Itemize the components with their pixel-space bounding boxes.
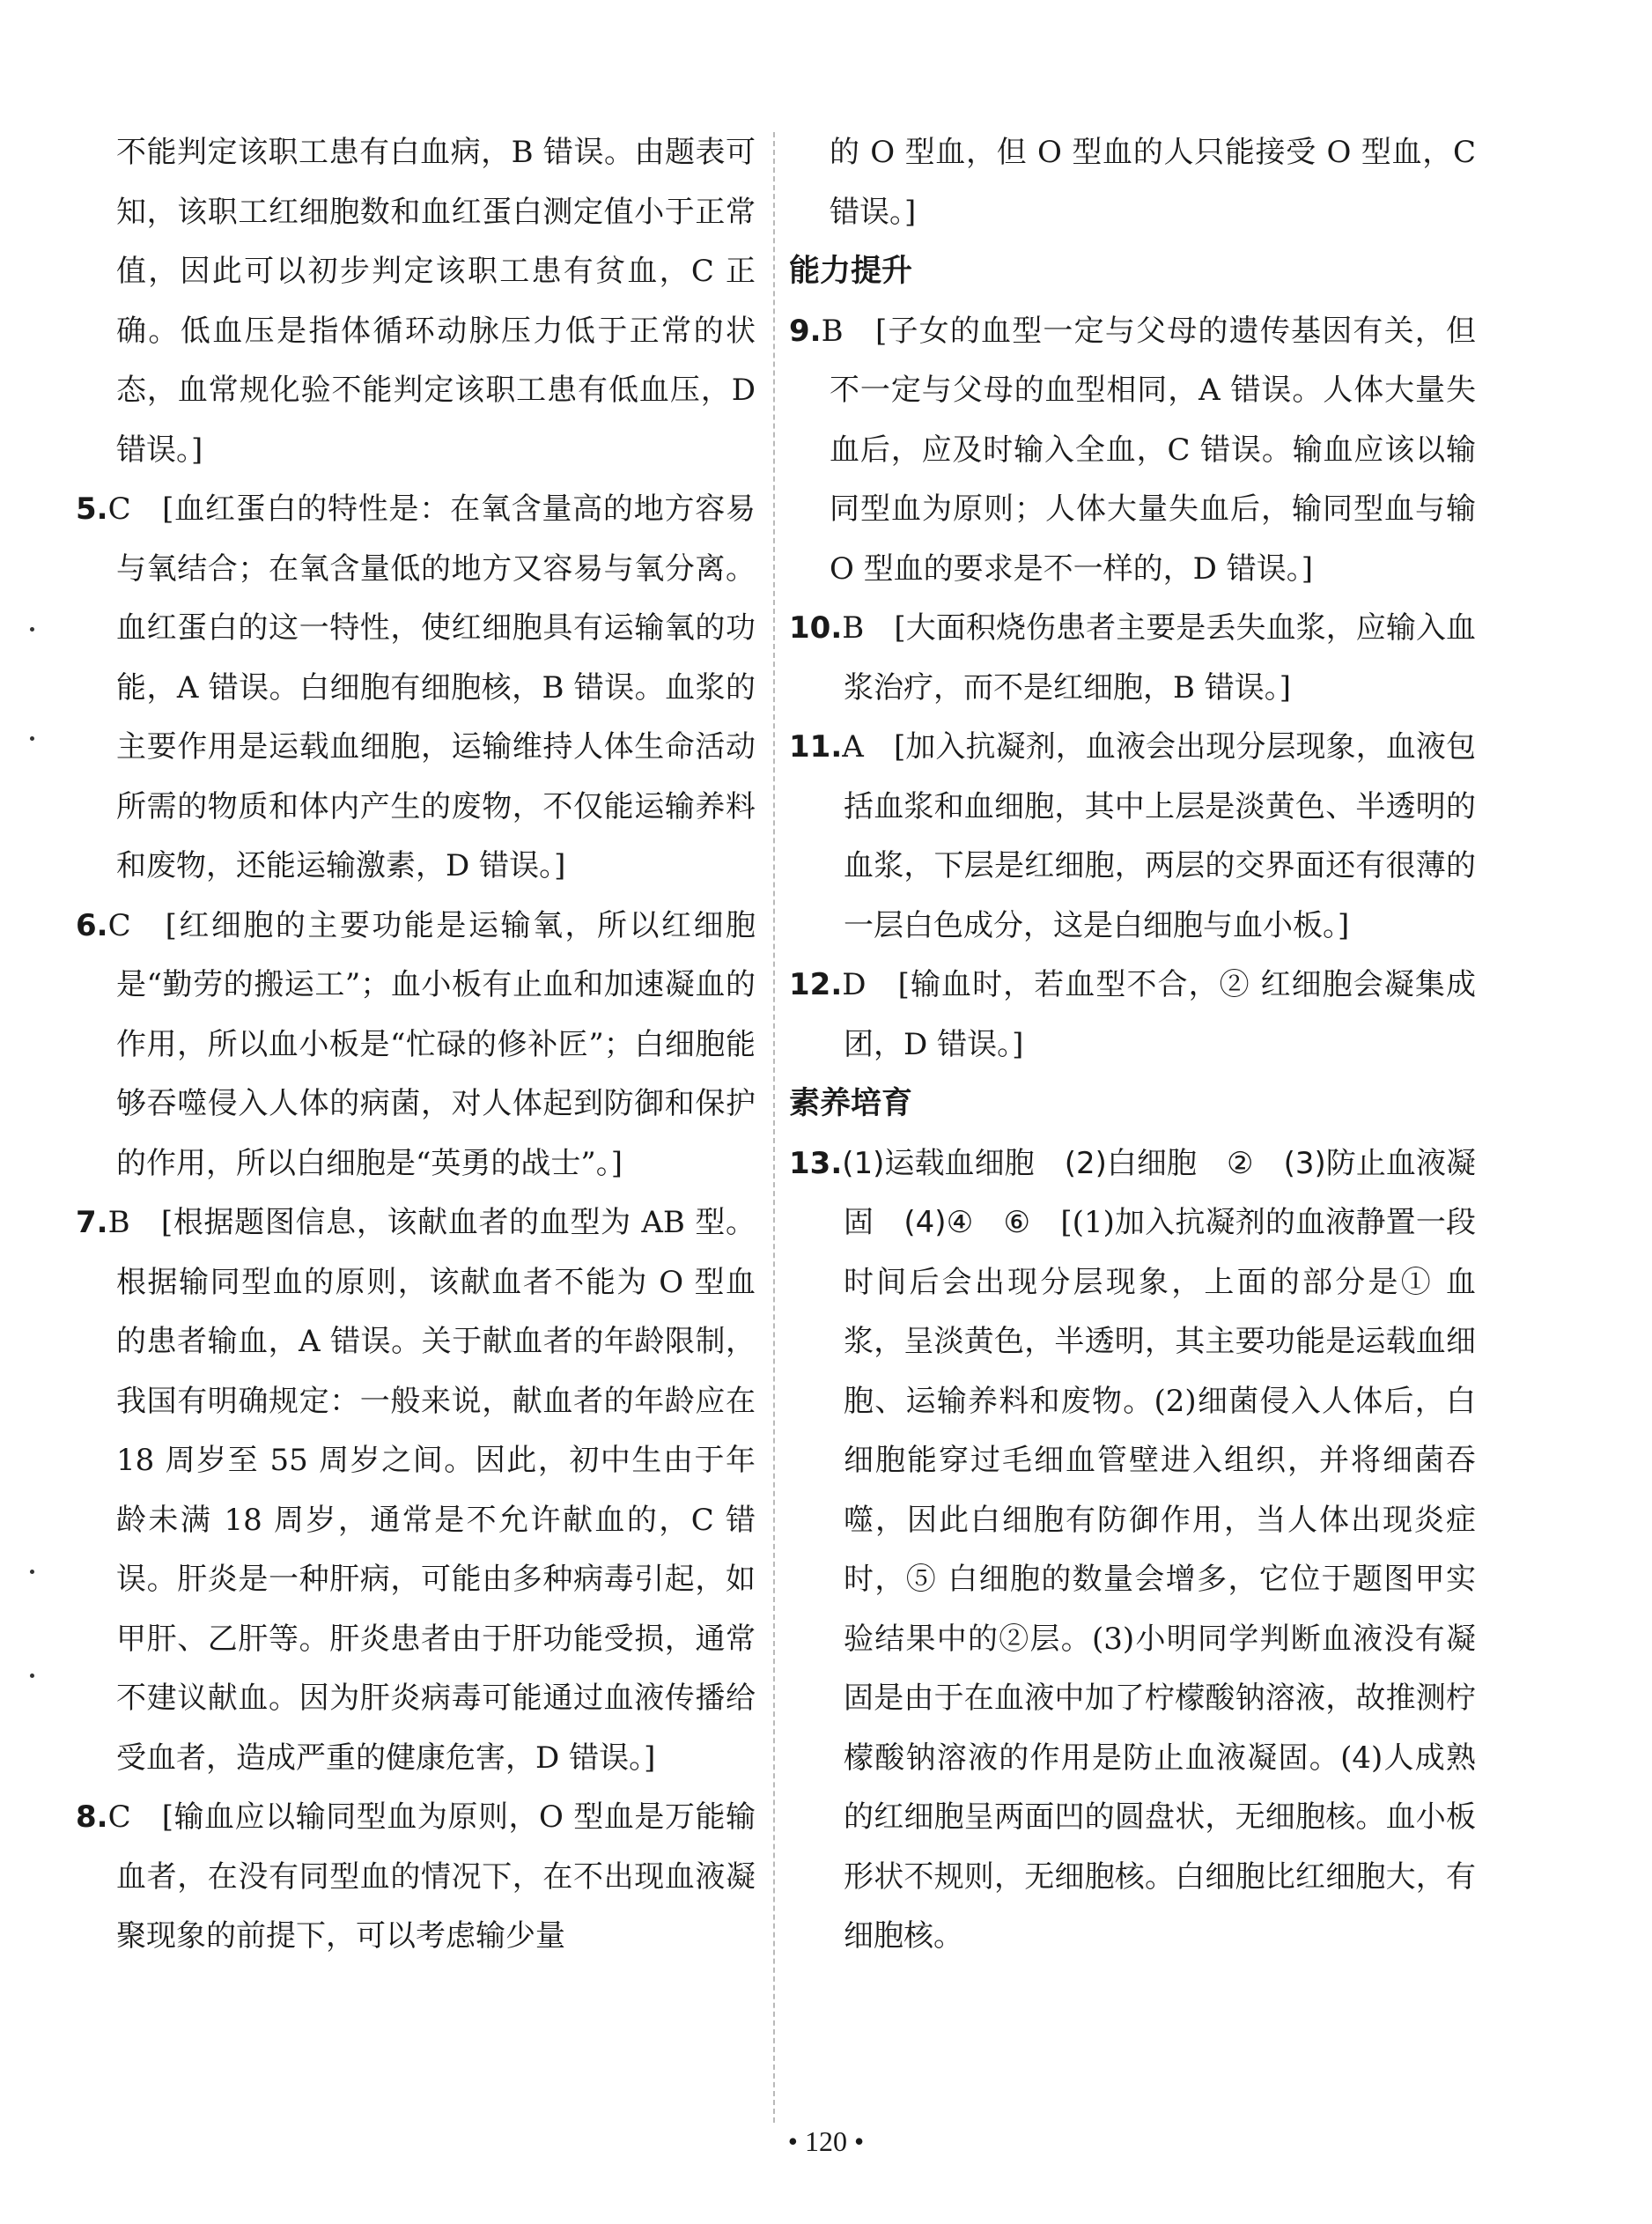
explanation: [(1)加入抗凝剂的血液静置一段时间后会出现分层现象，上面的部分是① 血浆，呈淡黄色，半透明，其主要功能是运载血细胞、运输养料和废物。(2)细菌侵入人体后，白细胞能穿过毛细血管壁进入组织，并将细菌吞噬，因此白细胞有防御作用，当人体出现炎症时，⑤ 白细胞的数量会增多，它位于题图甲实验结果中的②层。(3)小明同学判断血液没有凝固是由于在血液中加了柠檬酸钠溶液，故推测柠檬酸钠溶液的作用是防止血液凝固。(4)人成熟的红细胞呈两面凹的圆盘状，无细胞核。血小板形状不规则，无细胞核。白细胞比红细胞大，有细胞核。 xyxy=(844,1205,1477,1954)
question-number: 10. xyxy=(789,610,843,646)
answer-text: (1)运载血细胞 (2)白细胞 ② (3)防止血液凝固 (4)④ ⑥ xyxy=(842,1145,1476,1240)
explanation: [根据题图信息，该献血者的血型为 AB 型。根据输同型血的原则，该献血者不能为 O 型血的患者输血，A 错误。关于献血者的年龄限制，我国有明确规定：一般来说，献血者的年龄应在 18 周岁至 55 周岁之间。因此，初中生由于年龄未满 18 周岁，通常是不允许献血的，C 错误。肝炎是一种肝病，可能由多种病毒引起，如甲肝、乙肝等。肝炎患者由于肝功能受损，通常不建议献血。因为肝炎病毒可能通过血液传播给受血者，造成严重的健康危害，D 错误。] xyxy=(116,1205,756,1776)
answer-choice: C xyxy=(107,907,131,943)
explanation: [大面积烧伤患者主要是丢失血浆，应输入血浆治疗，而不是红细胞，B 错误。] xyxy=(844,610,1477,706)
question-number: 13. xyxy=(789,1145,843,1181)
question-5 xyxy=(76,480,756,897)
question-number: 8. xyxy=(76,1799,108,1835)
answer-choice: C xyxy=(107,491,131,527)
explanation: [血红蛋白的特性是：在氧含量高的地方容易与氧结合；在氧含量低的地方又容易与氧分离。血红蛋白的这一特性，使红细胞具有运输氧的功能，A 错误。白细胞有细胞核，B 错误。血浆的主要作用是运载血细胞，运输维持人体生命活动所需的物质和体内产生的废物，不仅能运输养料和废物，还能运输激素，D 错误。] xyxy=(116,491,756,883)
explanation: [子女的血型一定与父母的遗传基因有关，但不一定与父母的血型相同，A 错误。人体大量失血后，应及时输入全血，C 错误。输血应该以输同型血为原则；人体大量失血后，输同型血与输 O 型血的要求是不一样的，D 错误。] xyxy=(830,313,1477,587)
margin-dot xyxy=(30,1570,34,1574)
question-10 xyxy=(789,599,1476,718)
section-heading-ability: 能力提升 xyxy=(789,254,913,289)
right-column xyxy=(789,123,1476,1967)
margin-dot xyxy=(30,627,34,632)
explanation: [输血应以输同型血为原则，O 型血是万能输血者，在没有同型血的情况下，在不出现血液凝聚现象的前提下，可以考虑输少量 xyxy=(116,1799,756,1954)
question-number: 9. xyxy=(789,313,822,349)
q8-continuation: 的 O 型血，但 O 型血的人只能接受 O 型血，C 错误。] xyxy=(830,135,1476,230)
answer-choice: B xyxy=(842,610,865,646)
question-number: 11. xyxy=(789,729,843,765)
page-number: • 120 • xyxy=(787,2125,865,2157)
question-8 xyxy=(76,1788,756,1967)
section-heading-literacy: 素养培育 xyxy=(789,1086,913,1121)
question-7 xyxy=(76,1193,756,1788)
answer-choice: A xyxy=(842,729,864,765)
question-12 xyxy=(789,956,1476,1075)
margin-dot xyxy=(30,736,34,741)
explanation: [红细胞的主要功能是运输氧，所以红细胞是“勤劳的搬运工”；血小板有止血和加速凝血的作用，所以血小板是“忙碌的修补匠”；白细胞能够吞噬侵入人体的病菌，对人体起到防御和保护的作用，所以白细胞是“英勇的战士”。] xyxy=(116,907,756,1181)
question-9 xyxy=(789,302,1476,600)
margin-dot xyxy=(30,1674,34,1678)
answer-choice: D xyxy=(842,967,867,1002)
question-13 xyxy=(789,1134,1476,1967)
answer-choice: C xyxy=(107,1799,131,1835)
question-11 xyxy=(789,718,1476,956)
question-number: 12. xyxy=(789,967,843,1002)
explanation: [输血时，若血型不合，② 红细胞会凝集成团，D 错误。] xyxy=(844,967,1476,1062)
q4-continuation: 不能判定该职工患有白血病，B 错误。由题表可知，该职工红细胞数和血红蛋白测定值小于正常值，因此可以初步判定该职工患有贫血，C 正确。低血压是指体循环动脉压力低于正常的状态，血常规化验不能判定该职工患有低血压，D 错误。] xyxy=(116,135,756,468)
column-divider xyxy=(773,132,775,2123)
question-number: 5. xyxy=(76,491,108,527)
question-number: 7. xyxy=(76,1205,108,1240)
question-6 xyxy=(76,897,756,1194)
explanation: [加入抗凝剂，血液会出现分层现象，血液包括血浆和血细胞，其中上层是淡黄色、半透明的血浆，下层是红细胞，两层的交界面还有很薄的一层白色成分，这是白细胞与血小板。] xyxy=(844,729,1477,943)
question-number: 6. xyxy=(76,907,108,943)
answer-choice: B xyxy=(107,1205,130,1240)
left-column xyxy=(76,123,756,1967)
answer-choice: B xyxy=(821,313,844,349)
